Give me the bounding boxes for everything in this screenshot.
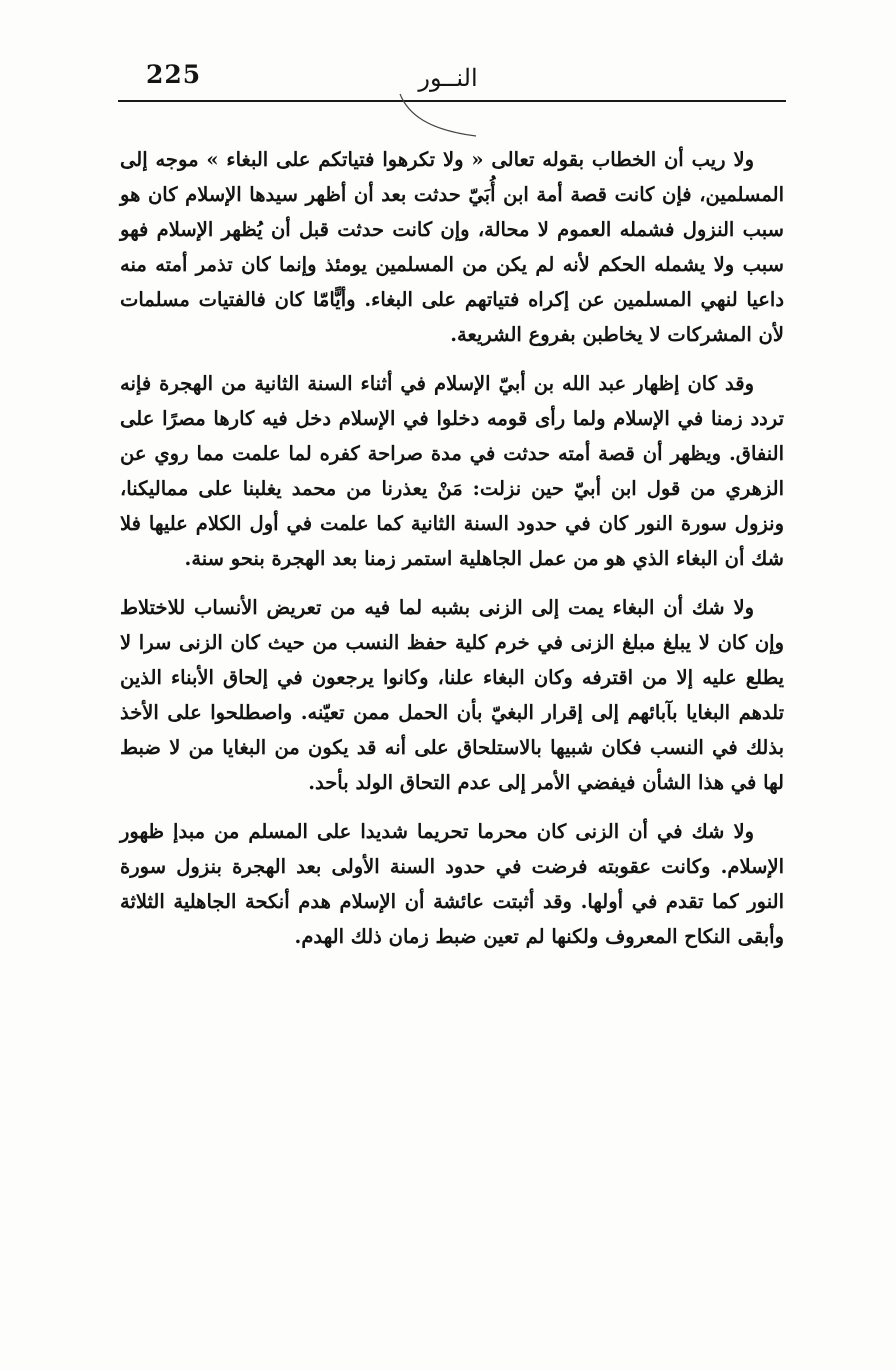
paragraph-4: ولا شك في أن الزنى كان محرما تحريما شديدا على المسلم من مبدإ ظهور الإسلام. وكانت عقوبته فرضت في حدود السنة الأولى بعد الهجرة بنزول سورة النور كما تقدم في أولها. وقد أثبتت عائشة أن الإسلام هدم أنكحة الجاهلية الثلاثة وأبقى النكاح المعروف ولكنها لم تعين ضبط زمان ذلك الهدم.	[120, 820, 784, 948]
header-flourish	[398, 92, 478, 138]
paragraph-3: ولا شك أن البغاء يمت إلى الزنى بشبه لما فيه من تعريض الأنساب للاختلاط وإن كان لا يبلغ مبلغ الزنى في خرم كلية حفظ النسب من حيث كان الزنى سرا لا يطلع عليه إلا من اقترفه وكان البغاء علنا، وكانوا يرجعون في إلحاق الأبناء الذين تلدهم البغايا بآبائهم إلى إقرار البغيّ بأن الحمل ممن تعيّنه. واصطلحوا على الأخذ بذلك في النسب فكان شبيها بالاستلحاق على أنه قد يكون من البغايا من لا ضبط لها في هذا الشأن فيفضي الأمر إلى عدم التحاق الولد بأحد.	[120, 596, 784, 794]
paragraph-2: وقد كان إظهار عبد الله بن أبيّ الإسلام في أثناء السنة الثانية من الهجرة فإنه تردد زمنا في الإسلام ولما رأى قومه دخلوا في الإسلام دخل فيه كارها مصرًا على النفاق. ويظهر أن قصة أمته حدثت في مدة صراحة كفره لما علمت مما روي عن الزهري من قول ابن أبيّ حين نزلت: مَنْ يعذرنا من محمد يغلبنا على مماليكنا، ونزول سورة النور كان في حدود السنة الثانية كما علمت في أول الكلام عليها فلا شك أن البغاء الذي هو من عمل الجاهلية استمر زمنا بعد الهجرة بنحو سنة.	[120, 372, 784, 570]
body-text	[120, 142, 784, 954]
running-title: النــور	[418, 64, 478, 92]
page-number: 225	[146, 60, 202, 89]
paragraph-1: ولا ريب أن الخطاب بقوله تعالى « ولا تكرهوا فتياتكم على البغاء » موجه إلى المسلمين، فإن كانت قصة أمة ابن أُبَيّ حدثت بعد أن أظهر سيدها الإسلام كان هو سبب النزول فشمله العموم لا محالة، وإن كانت حدثت قبل أن يُظهر الإسلام فهو سبب ولا يشمله الحكم لأنه لم يكن من المسلمين يومئذ وإنما كان تذمر أمته منه داعيا لنهي المسلمين عن إكراه فتياتهم على البغاء. وأيًّامّا كان فالفتيات مسلمات لأن المشركات لا يخاطبن بفروع الشريعة.	[120, 148, 784, 346]
